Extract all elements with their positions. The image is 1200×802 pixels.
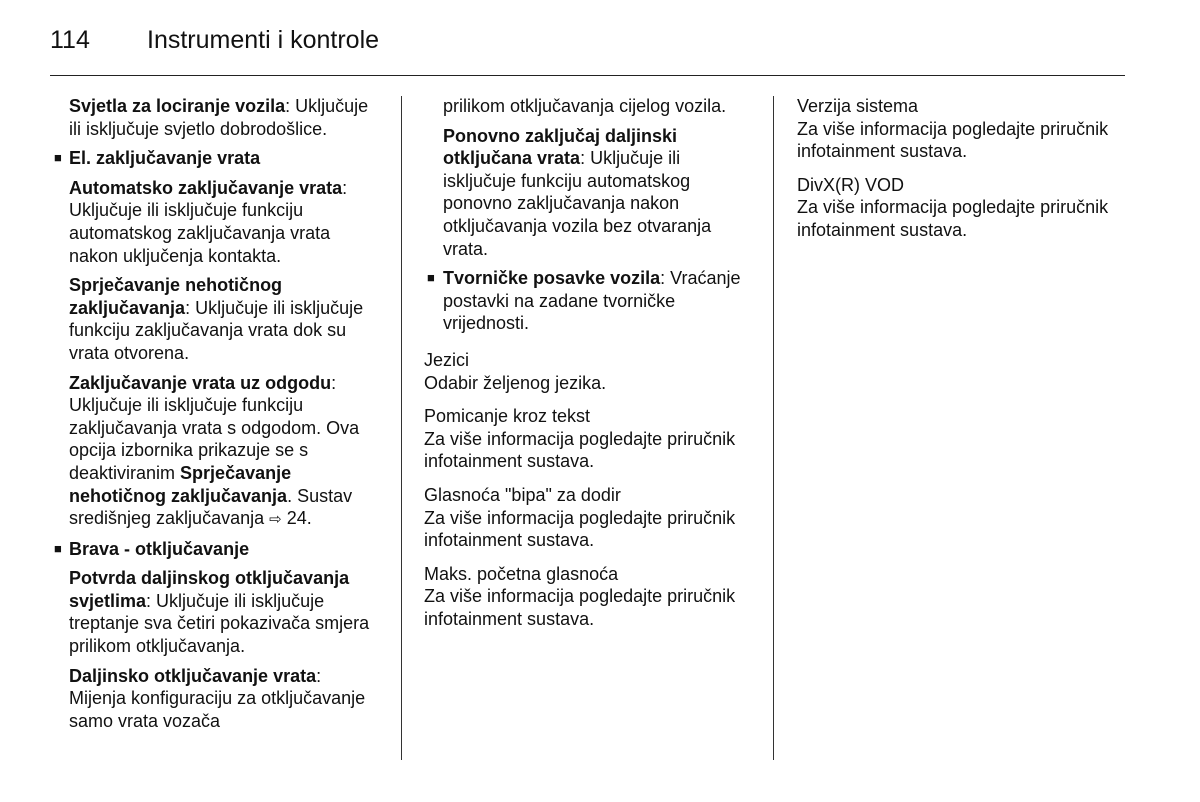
entry-text-scrolling bbox=[424, 405, 756, 473]
description: : Vraćanje postavki na zadane tvorničke vrijednosti. bbox=[443, 268, 741, 334]
entry-heading: Glasnoća "bipa" za dodir bbox=[424, 484, 621, 505]
paragraph-relock-remote-unlocked bbox=[443, 125, 756, 261]
entry-heading: Jezici bbox=[424, 349, 470, 370]
page-reference-arrow-icon: ⇨ bbox=[269, 510, 282, 529]
term: Zaključavanje vrata uz odgodu bbox=[69, 372, 332, 393]
bullet-lock-unlock bbox=[54, 538, 381, 561]
entry-divx-vod bbox=[797, 174, 1117, 242]
paragraph-vehicle-locator-lights bbox=[69, 95, 381, 140]
bullet-door-locking bbox=[54, 147, 381, 170]
bullet-label: Tvorničke posavke vozila bbox=[443, 268, 661, 289]
bullet-square-icon: ■ bbox=[54, 150, 62, 166]
section-title: Instrumenti i kontrole bbox=[147, 26, 380, 54]
paragraph-continued: prilikom otključavanja cijelog vozila. bbox=[443, 96, 727, 116]
paragraph-delayed-locking bbox=[69, 372, 381, 531]
page-reference: 24. bbox=[281, 508, 312, 529]
paragraph-prevent-lockout bbox=[69, 274, 381, 364]
term: Automatsko zaključavanje vrata bbox=[69, 177, 343, 198]
column-2 bbox=[424, 95, 756, 641]
paragraph-auto-door-lock bbox=[69, 177, 381, 267]
description-continued: . Sustav središnjeg zaključavanja bbox=[69, 485, 353, 529]
entry-heading: DivX(R) VOD bbox=[797, 174, 904, 195]
bullet-label: Brava - otključavanje bbox=[69, 538, 250, 559]
entry-text: Odabir željenog jezika. bbox=[424, 372, 607, 393]
column-divider-2 bbox=[773, 96, 774, 760]
entry-heading: Maks. početna glasnoća bbox=[424, 563, 619, 584]
entry-max-startup-volume bbox=[424, 563, 756, 631]
entry-text: Za više informacija pogledajte priručnik infotainment sustava. bbox=[797, 118, 1109, 162]
paragraph-remote-door-unlock bbox=[69, 665, 381, 733]
term: Daljinsko otključavanje vrata bbox=[69, 665, 317, 686]
entry-text: Za više informacija pogledajte priručnik infotainment sustava. bbox=[797, 197, 1109, 240]
header-rule bbox=[50, 75, 1125, 76]
entry-text: Za više informacija pogledajte priručnik infotainment sustava. bbox=[424, 586, 736, 629]
entry-touch-beep-volume bbox=[424, 484, 756, 552]
cross-reference: Sprječavanje nehotičnog zaključavanja bbox=[69, 462, 292, 506]
term: Ponovno zaključaj daljinski otključana vrata bbox=[443, 125, 678, 169]
bullet-square-icon: ■ bbox=[54, 540, 62, 556]
description: : Uključuje ili isključuje svjetlo dobrodošlice. bbox=[69, 96, 369, 139]
description: : Uključuje ili isključuje funkciju zaključavanja vrata dok su vrata otvorena. bbox=[69, 297, 364, 363]
page-number: 114 bbox=[50, 26, 90, 54]
bullet-factory-settings bbox=[427, 267, 756, 335]
column-3 bbox=[797, 95, 1117, 253]
entry-text: Za više informacija pogledajte priručnik infotainment sustava. bbox=[424, 507, 736, 551]
description: : Uključuje ili isključuje funkciju automatskog ponovno zaključavanja nakon otključavanja vozila bez otvaranja vrata. bbox=[443, 148, 712, 259]
description: : Uključuje ili isključuje funkciju zaključavanja vrata s odgodom. Ova opcija izbornika prikazuje se s deaktiviranim bbox=[69, 372, 360, 483]
description: : Mijenja konfiguraciju za otključavanje samo vrata vozača bbox=[69, 665, 366, 731]
paragraph-remote-unlock-feedback bbox=[69, 567, 381, 657]
column-divider-1 bbox=[401, 96, 402, 760]
description: : Uključuje ili isključuje treptanje sva četiri pokazivača smjera prilikom otključavanja. bbox=[69, 590, 370, 657]
term: Sprječavanje nehotičnog zaključavanja bbox=[69, 275, 283, 318]
description: : Uključuje ili isključuje funkciju automatskog zaključavanja vrata nakon uključenja kontakta. bbox=[69, 177, 348, 266]
entry-text: Za više informacija pogledajte priručnik infotainment sustava. bbox=[424, 428, 736, 472]
entry-languages bbox=[424, 349, 756, 394]
term: Potvrda daljinskog otključavanja svjetlima bbox=[69, 568, 350, 611]
entry-system-version bbox=[797, 95, 1117, 163]
bullet-label: El. zaključavanje vrata bbox=[69, 148, 261, 169]
term: Svjetla za lociranje vozila bbox=[69, 96, 286, 116]
bullet-square-icon: ■ bbox=[427, 270, 435, 286]
column-1 bbox=[54, 95, 381, 739]
continued-block bbox=[424, 95, 756, 335]
entry-heading: Pomicanje kroz tekst bbox=[424, 406, 591, 427]
entry-heading: Verzija sistema bbox=[797, 96, 919, 116]
